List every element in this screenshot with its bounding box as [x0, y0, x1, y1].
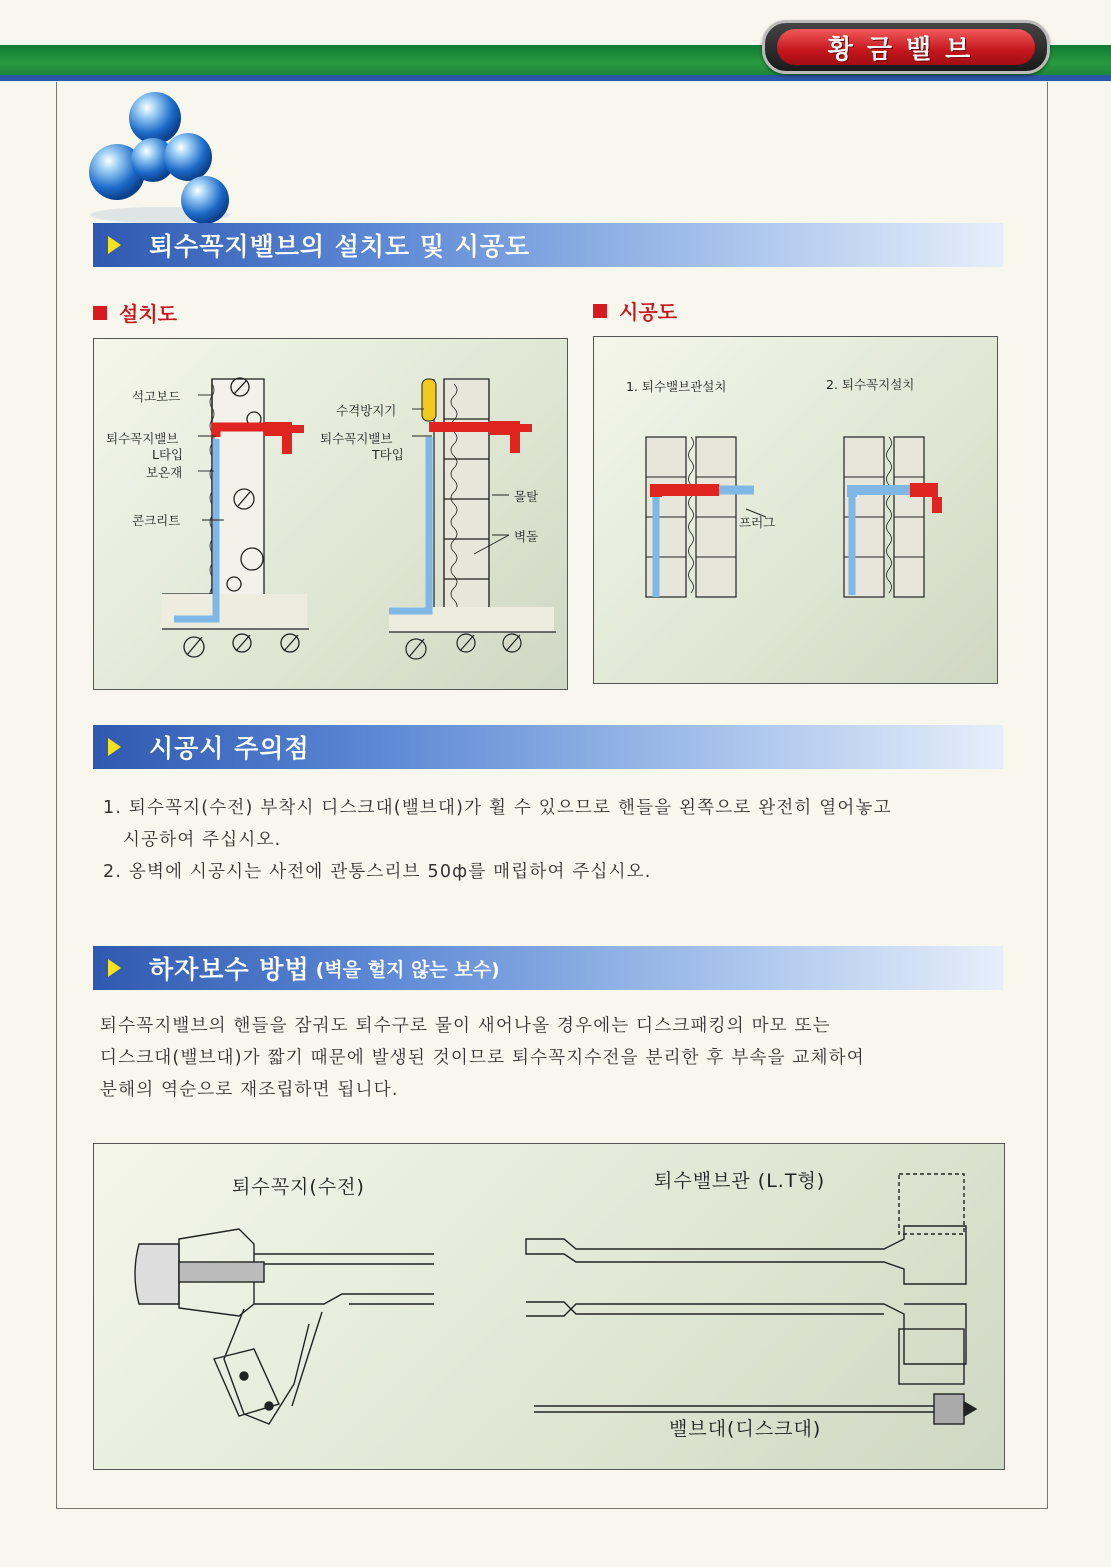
label-valve-l-type: L타입	[152, 447, 184, 462]
label-step2: 2. 퇴수꼭지설치	[826, 377, 915, 392]
label-valve-t: 퇴수꼭지밸브	[320, 431, 393, 446]
label-valve-l: 퇴수꼭지밸브	[106, 431, 179, 446]
label-plug: 프러그	[739, 515, 776, 530]
label-gypsum: 석고보드	[132, 389, 181, 404]
install-heading-label: 설치도	[119, 302, 177, 326]
caution-item-1-cont: 시공하여 주십시오.	[123, 830, 282, 850]
arrow-icon	[108, 236, 121, 254]
section-title: 하자보수 방법	[149, 955, 310, 984]
brand-name: 황금밸브	[777, 29, 1035, 65]
label-concrete: 콘크리트	[132, 513, 181, 528]
parts-drawing	[94, 1144, 1004, 1469]
construct-heading	[593, 296, 677, 325]
construction-diagram	[593, 336, 998, 684]
t-type-wall	[389, 379, 556, 659]
label-valve-stem: 밸브대(디스크대)	[669, 1418, 822, 1440]
label-arrester: 수격방지기	[336, 403, 397, 418]
square-bullet-icon	[93, 306, 107, 320]
l-type-wall	[162, 378, 309, 657]
section-header-installation	[93, 223, 1003, 267]
install-heading	[93, 298, 177, 327]
section-header-repair	[93, 946, 1003, 990]
section-header-cautions	[93, 725, 1003, 769]
label-mortar: 몰탈	[514, 489, 539, 504]
installation-diagram	[93, 338, 568, 690]
label-faucet: 퇴수꼭지(수전)	[232, 1176, 365, 1198]
label-brick: 벽돌	[514, 529, 539, 544]
repair-line-1: 퇴수꼭지밸브의 핸들을 잠궈도 퇴수구로 물이 새어나올 경우에는 디스크패킹의 마모 또는	[100, 1016, 831, 1036]
section-subtitle: (벽을 헐지 않는 보수)	[315, 958, 500, 981]
caution-item-1: 1. 퇴수꼭지(수전) 부착시 디스크대(밸브대)가 휠 수 있으므로 핸들을 왼쪽으로 완전히 열어놓고	[103, 798, 892, 818]
label-valve-pipe: 퇴수밸브관 (L.T형)	[654, 1170, 826, 1192]
section-title: 시공시 주의점	[149, 734, 310, 763]
label-step1: 1. 퇴수밸브관설치	[626, 379, 727, 394]
section-title: 퇴수꼭지밸브의 설치도 및 시공도	[149, 232, 531, 261]
label-insulation: 보온재	[146, 465, 183, 480]
square-bullet-icon	[593, 304, 607, 318]
repair-line-2: 디스크대(밸브대)가 짧기 때문에 발생된 것이므로 퇴수꼭지수전을 분리한 후 부속을 교체하여	[100, 1048, 865, 1068]
top-blue-band	[0, 75, 1111, 81]
label-valve-t-type: T타입	[372, 447, 404, 462]
repair-line-3: 분해의 역순으로 재조립하면 됩니다.	[100, 1080, 399, 1100]
brand-badge	[762, 20, 1050, 74]
caution-item-2: 2. 옹벽에 시공시는 사전에 관통스리브 50ф를 매립하여 주십시오.	[103, 862, 652, 882]
arrow-icon	[108, 959, 121, 977]
bubbles-decoration	[85, 90, 245, 230]
construct-heading-label: 시공도	[619, 300, 677, 324]
arrow-icon	[108, 738, 121, 756]
parts-diagram	[93, 1143, 1005, 1470]
